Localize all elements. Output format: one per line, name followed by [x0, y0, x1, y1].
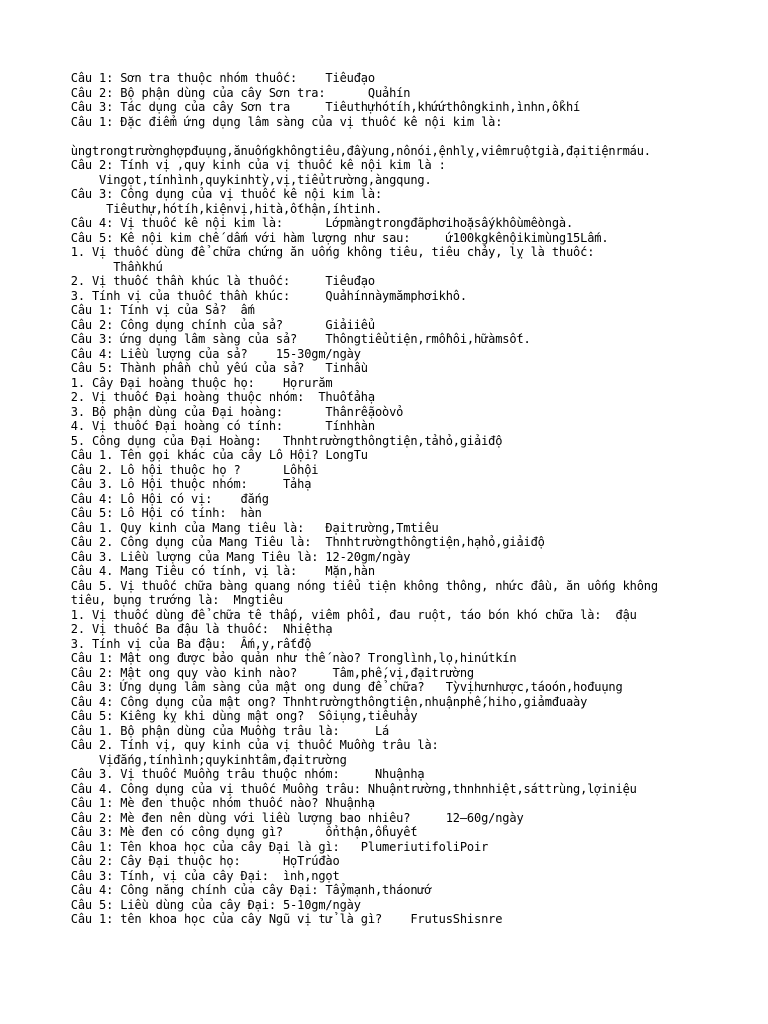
- text-line: Câu 3. Vị thuốc Muồng trâu thuộc nhóm: Nhuậnhạ: [0, 767, 425, 781]
- text-line: Câu 5: Kiêng kỵ khi dùng mật ong? Sôiụng,tiêuhảy: [0, 709, 418, 723]
- text-line: Câu 1: Mật ong được bảo quản như thế nào? Tronglình,lọ,hinútkín: [0, 651, 517, 665]
- text-line: Câu 1. Tên gọi khác của cây Lô Hội? LongTu: [0, 448, 368, 462]
- text-line: ùngtrongtrườnghợpđuụng,ănuốngkhôngtiêu,đầyung,nônói,ệnhlỵ,viêmruộtgià,đạitiệnrmáu.: [0, 143, 651, 158]
- text-line: Câu 4. Công dụng của vị thuốc Muồng trâu: Nhuậntrường,thnhnhiệt,sáttrùng,lợiniệu: [0, 781, 637, 796]
- text-line: Vingọt,tínhình,quykinhtỳ,vị,tiểutrường,àngqung.: [0, 172, 432, 187]
- text-line: Câu 1: Mè đen thuộc nhóm thuốc nào? Nhuậnhạ: [0, 796, 375, 810]
- text-line: 1. Vị thuốc dùng để chữa tê thấp, viêm phổi, đau ruột, táo bón khó chữa là: đậu: [0, 607, 637, 622]
- text-line: Câu 4: Liều lượng của sả? 15-30gm/ngày: [0, 346, 361, 361]
- text-line: Câu 5: Thành phần chủ yếu của sả? Tinhầu: [0, 361, 368, 375]
- text-line: Câu 4: Công dụng của mật ong? Thnhtrườngthôngtiện,nhuậnphế,hiho,giảmđuaày: [0, 694, 588, 709]
- text-line: Câu 5: Liều dùng của cây Đại: 5-10gm/ngày: [0, 897, 361, 912]
- text-line: 3. Bộ phận dùng của Đại hoàng: Thânrễạoòvỏ: [0, 404, 404, 419]
- text-line: Tiêuthự,hótíh,kiệnvị,hità,ốthận,íhtinh.: [0, 201, 383, 216]
- text-line: 4. Vị thuốc Đại hoàng có tính: Tínhhàn: [0, 419, 375, 433]
- text-line: 2. Vị thuốc Đại hoàng thuộc nhóm: Thuốtảhạ: [0, 390, 375, 404]
- text-line: Câu 3: ứng dụng lâm sàng của sả? Thôngtiểutiện,rmồhôi,hữàmsốt.: [0, 332, 531, 346]
- text-line: Câu 1: Tên khoa học của cây Đại là gì: PlumeriutifoliPoir: [0, 839, 489, 854]
- text-line: Câu 4: Lô Hội có vị: đắng: [0, 491, 269, 506]
- text-line: Câu 5. Vị thuốc chữa bàng quang nóng tiểu tiện không thông, nhức đầu, ăn uống không: [0, 578, 658, 593]
- text-line: 1. Cây Đại hoàng thuộc họ: Họrurăm: [0, 375, 333, 390]
- text-line: Câu 3: Mè đen có công dụng gì? ổnthận,ổhuyết: [0, 825, 418, 839]
- text-line: Câu 1: Sơn tra thuộc nhóm thuốc: Tiêuđạo: [0, 71, 375, 85]
- text-line: Câu 1. Quy kinh của Mang tiêu là: Đạitrường,Tmtiêu: [0, 520, 439, 535]
- text-line: tiêu, bụng trướng là: Mngtiêu: [0, 593, 283, 607]
- text-line: Câu 2: Bộ phận dùng của cây Sơn tra: Quảhín: [0, 85, 411, 100]
- text-line: Câu 3: Công dụng của vị thuốc kê nội kim là:: [0, 187, 383, 201]
- text-line: Câu 5: Lô Hội có tính: hàn: [0, 506, 262, 520]
- text-line: Câu 2: Mè đen nên dùng với liều lượng bao nhiêu? 12–60g/ngày: [0, 810, 524, 825]
- text-line: Câu 2: Tính vị ,quy kinh của vị thuốc kê nội kim là :: [0, 158, 446, 172]
- text-line: Câu 2: Mật ong quy vào kinh nào? Tâm,phế,vị,đạitrường: [0, 665, 474, 680]
- text-line: Câu 2: Công dụng chính của sả? Giảiiểu: [0, 317, 375, 332]
- blank-line: [0, 129, 768, 144]
- text-line: Câu 1: Tính vị của Sả? ấm: [0, 303, 255, 317]
- text-line: 3. Tính vị của Ba đậu: Ấm,y,rấtđộ: [0, 636, 312, 651]
- text-line: Câu 3. Lô Hội thuộc nhóm: Tảhạ: [0, 477, 312, 491]
- text-line: 3. Tính vị của thuốc thần khúc: Quảhínnàymămphơikhô.: [0, 288, 467, 303]
- text-line: Câu 3. Liều lượng của Mang Tiêu là: 12-20gm/ngày: [0, 549, 411, 564]
- text-line: Câu 2. Công dụng của Mang Tiêu là: Thnhtrườngthôngtiện,hạhỏ,giảiđộ: [0, 535, 545, 549]
- text-line: Câu 4: Vị thuốc kê nội kim là: Lớpmàngtrongđãphơihoặsấykhôùmềongà.: [0, 216, 574, 230]
- text-line: Câu 4: Công năng chính của cây Đại: Tẩymạnh,tháonướ: [0, 883, 432, 897]
- text-line: Câu 1: tên khoa học của cây Ngũ vị tử là gì? FrutusShisnre: [0, 912, 503, 926]
- text-line: Câu 5: Kê nội kim chế dấm với hàm lượng như sau: ứ100kgkênộikimùng15Lấm.: [0, 230, 609, 245]
- text-line: Vịđắng,tínhình;quykinhtâm,đạitrường: [0, 752, 347, 767]
- text-line: Câu 3: Tính, vị của cây Đại: ình,ngọt: [0, 868, 340, 883]
- text-line: Câu 2: Cây Đại thuộc họ: HọTrúđào: [0, 854, 340, 868]
- text-line: Câu 3: Ứng dụng lâm sàng của mật ong dung để chữa? Tỳvịhưnhược,táoón,hođuụng: [0, 680, 623, 694]
- text-line: Câu 2. Tính vị, quy kinh của vị thuốc Muồng trâu là:: [0, 738, 439, 752]
- text-line: Câu 1: Đặc điểm ứng dụng lâm sàng của vị thuốc kê nội kim là:: [0, 114, 503, 129]
- text-line: Câu 3: Tác dụng của cây Sơn tra Tiêuthựhótíh,khứứthôngkinh,ìnhn,ổkhí: [0, 100, 581, 114]
- text-line: 5. Công dụng của Đại Hoàng: Thnhtrườngthôngtiện,tảhỏ,giảiđộ: [0, 433, 503, 448]
- text-line: 1. Vị thuốc dùng để chữa chứng ăn uống không tiêu, tiêu chảy, lỵ là thuốc:: [0, 245, 595, 259]
- text-line: 2. Vị thuốc Ba đậu là thuốc: Nhiệthạ: [0, 622, 333, 636]
- text-line: Câu 1. Bộ phận dùng của Muồng trâu là: Lá: [0, 723, 390, 738]
- text-line: Câu 2. Lô hội thuộc họ ? Lôhội: [0, 462, 319, 477]
- text-line: Thầnkhú: [0, 259, 163, 274]
- document-page: [0, 71, 768, 927]
- text-line: 2. Vị thuốc thần khúc là thuốc: Tiêuđạo: [0, 274, 375, 288]
- text-line: Câu 4. Mang Tiêu có tính, vị là: Mặn,hàn: [0, 564, 375, 578]
